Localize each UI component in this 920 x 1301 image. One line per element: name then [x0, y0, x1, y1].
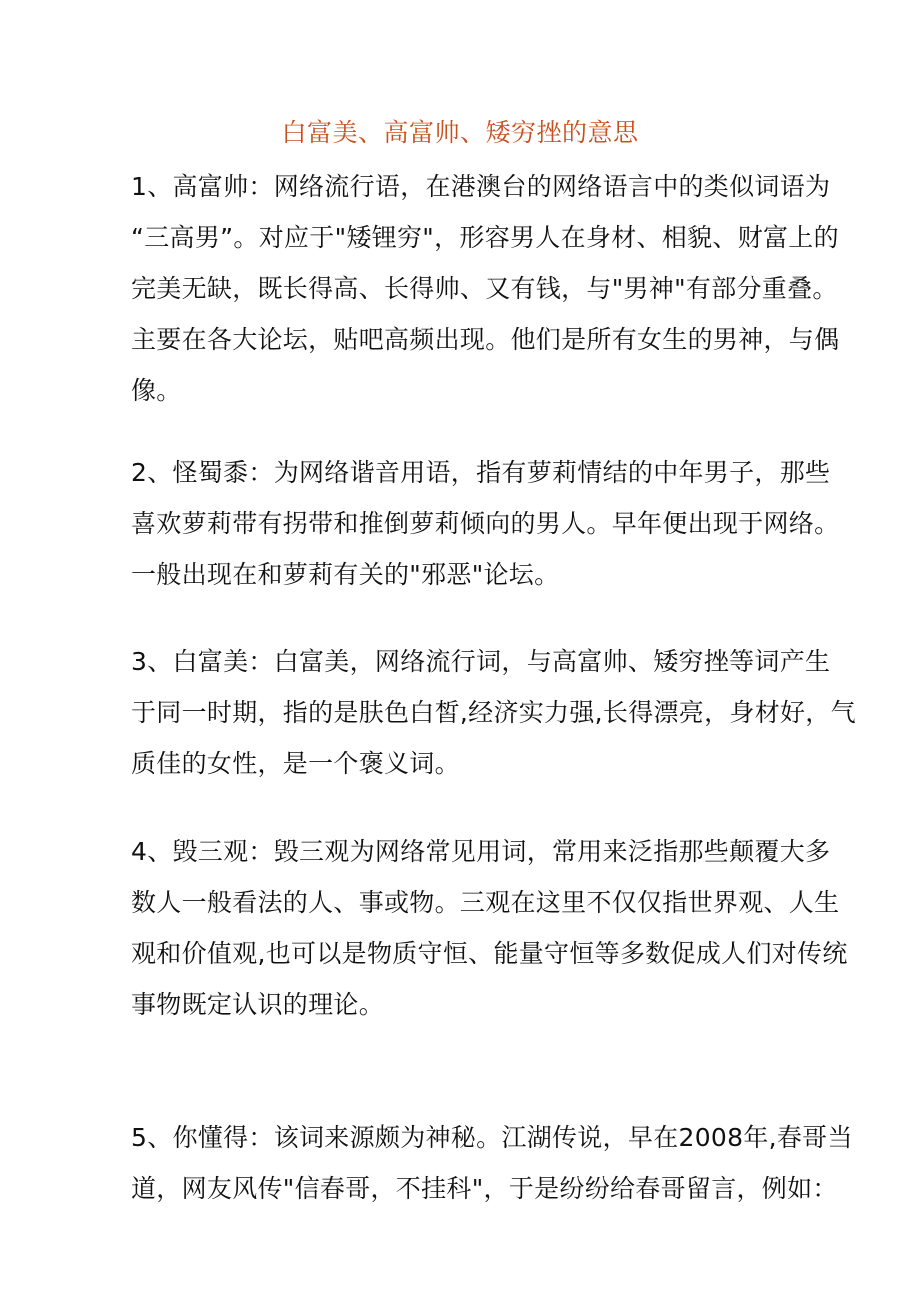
- text-line: 主要在各大论坛，贴吧高频出现。他们是所有女生的男神，与偶: [131, 325, 840, 354]
- text-line: 1、高富帅：网络流行语，在港澳台的网络语言中的类似词语为: [131, 172, 831, 201]
- text-line: 于同一时期，指的是肤色白皙,经济实力强,长得漂亮，身材好，气: [131, 698, 856, 727]
- text-line: 数人一般看法的人、事或物。三观在这里不仅仅指世界观、人生: [131, 888, 840, 917]
- text-line: 5、你懂得：该词来源颇为神秘。江湖传说，早在2008年,春哥当: [131, 1123, 853, 1152]
- text-line: “三高男”。对应于"矮锂穷"，形容男人在身材、相貌、财富上的: [131, 223, 839, 252]
- text-line: 一般出现在和萝莉有关的"邪恶"论坛。: [131, 560, 560, 589]
- text-line: 4、毁三观：毁三观为网络常见用词，常用来泛指那些颠覆大多: [131, 837, 831, 866]
- text-line: 观和价值观,也可以是物质守恒、能量守恒等多数促成人们对传统: [131, 939, 848, 968]
- text-line: 道，网友风传"信春哥，不挂科"，于是纷纷给春哥留言，例如：: [131, 1174, 838, 1203]
- text-line: 质佳的女性，是一个褒义词。: [131, 749, 460, 778]
- text-line: 3、白富美：白富美，网络流行词，与高富帅、矮穷挫等词产生: [131, 647, 831, 676]
- text-line: 喜欢萝莉带有拐带和推倒萝莉倾向的男人。早年便出现于网络。: [131, 509, 840, 538]
- text-line: 2、怪蜀黍：为网络谐音用语，指有萝莉情结的中年男子，那些: [131, 458, 831, 487]
- paragraph-ni-dong-de: [131, 1112, 853, 1214]
- page-title: 白富美、高富帅、矮穷挫的意思: [281, 118, 639, 147]
- text-line: 像。: [131, 376, 182, 405]
- paragraph-gao-fu-shuai: [131, 161, 840, 416]
- paragraph-hui-san-guan: [131, 826, 848, 1030]
- text-line: 完美无缺，既长得高、长得帅、又有钱，与"男神"有部分重叠。: [131, 274, 838, 303]
- text-line: 事物既定认识的理论。: [131, 990, 385, 1019]
- paragraph-guai-shu-shu: [131, 447, 840, 600]
- paragraph-bai-fu-mei: [131, 636, 856, 789]
